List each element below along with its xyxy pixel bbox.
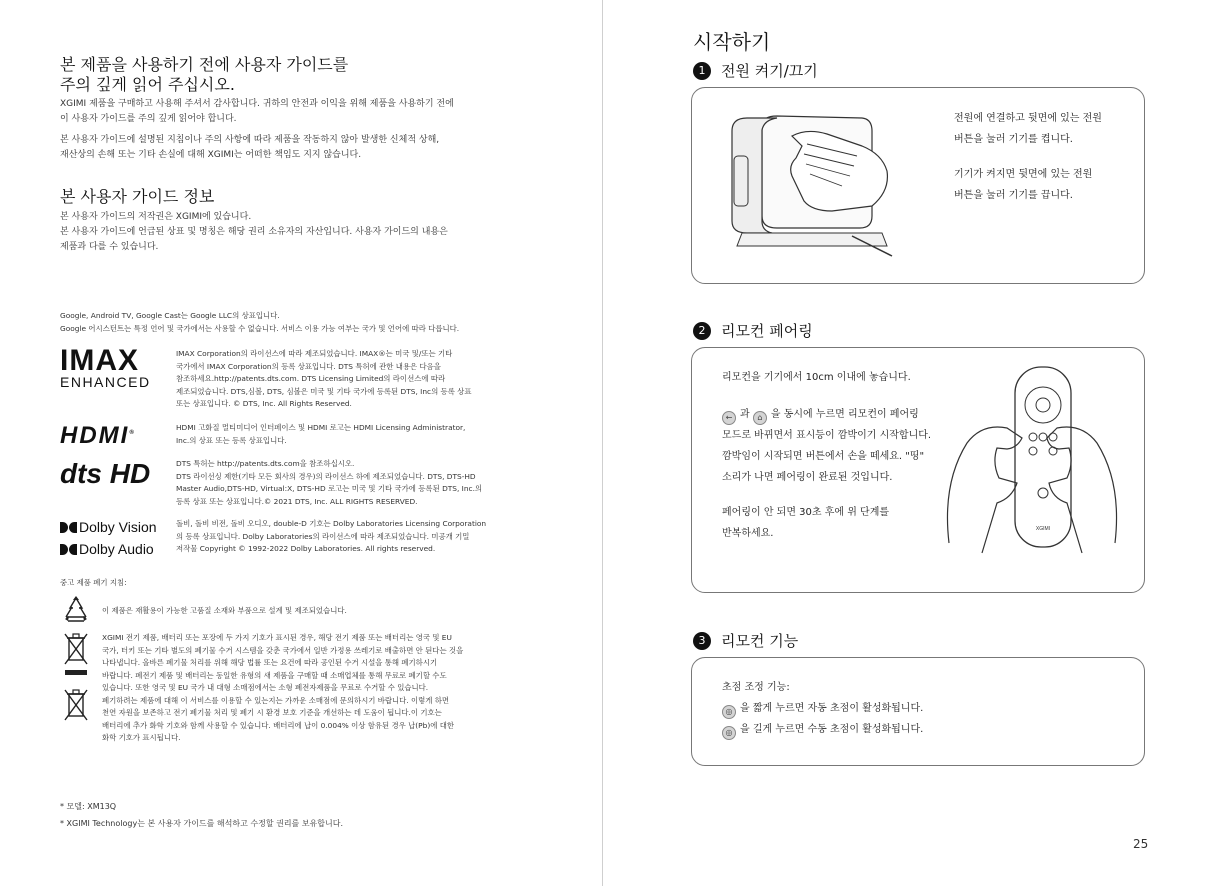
text-line: 배터리에 추가 화학 기호와 함께 사용할 수 있습니다. 배터리에 납이 0.004% 이상 함유된 경우 납(Pb)에 대한 <box>102 720 454 730</box>
section-title: 리모컨 기능 <box>721 632 799 650</box>
focus-instructions <box>722 677 923 740</box>
title-line: 본 제품을 사용하기 전에 사용자 가이드를 <box>60 55 349 74</box>
logo-text: Dolby Audio <box>79 541 154 557</box>
text-line: 돌비, 돌비 비전, 돌비 오디오, double-D 기호는 Dolby Laboratories Licensing Corporation <box>176 519 487 528</box>
logo-text: dts HD <box>60 458 151 489</box>
text-line <box>722 404 931 425</box>
section-title: 리모컨 페어링 <box>721 322 813 340</box>
page-fold-divider <box>602 0 603 886</box>
page-title: 시작하기 <box>693 30 771 54</box>
title-line: 주의 깊게 읽어 주십시오. <box>60 75 235 94</box>
recycle-icon <box>62 595 90 625</box>
text-line: 의 등록 상표입니다. Dolby Laboratories의 라이선스에 따라 제조되었습니다. 미공개 기밀 <box>176 531 470 541</box>
text-line: 기기가 켜지면 뒷면에 있는 전원 <box>954 169 1093 180</box>
step-number-badge: 3 <box>693 632 711 650</box>
text-line: 버튼을 눌러 기기를 켭니다. <box>954 134 1073 145</box>
text-line: Google, Android TV, Google Cast는 Google LLC의 상표입니다. <box>60 311 280 320</box>
text-line: 전원에 연결하고 뒷면에 있는 전원 <box>954 113 1102 124</box>
text-line: 저작물 Copyright © 1992-2022 Dolby Laboratories. All rights reserved. <box>176 544 436 553</box>
text-line: IMAX Corporation의 라이선스에 따라 제조되었습니다. IMAX®는 미국 및/또는 기타 <box>176 349 453 358</box>
step-number-badge: 2 <box>693 322 711 340</box>
remote-functions-box <box>691 657 1145 766</box>
text-line: 천연 자원을 보존하고 전기 폐기물 처리 및 폐기 시 환경 보호 기준을 개선하는 데 도움이 됩니다.이 기호는 <box>102 708 442 717</box>
text-line: 본 사용자 가이드의 저작권은 XGIMI에 있습니다. <box>60 212 252 222</box>
text-line: 국가, 터키 또는 기타 별도의 폐기물 수거 시스템을 갖춘 국가에서 일반 가정용 쓰레기로 배출하면 안 된다는 것을 <box>102 645 464 655</box>
info-heading: 본 사용자 가이드 정보 <box>60 187 215 206</box>
dts-hd-logo <box>60 458 150 490</box>
dolby-double-d-icon <box>60 522 77 533</box>
disposal-heading: 중고 제품 폐기 지침: <box>60 578 127 587</box>
section-title: 전원 켜기/끄기 <box>721 62 818 80</box>
text-line: 초점 조정 기능: <box>722 682 790 693</box>
spacer <box>722 388 931 404</box>
text-line: DTS 특허는 http://patents.dts.com을 참조하십시오. <box>176 459 355 468</box>
text-line: 등록 상표 또는 상표입니다.© 2021 DTS, Inc. ALL RIGHTS RESERVED. <box>176 496 418 506</box>
step-number-badge: 1 <box>693 62 711 80</box>
text-fragment: 과 <box>740 409 750 420</box>
google-notice <box>60 310 459 335</box>
section-heading-remote-functions <box>693 630 798 651</box>
recycle-text: 이 제품은 재활용이 가능한 고품질 소재와 부품으로 설계 및 제조되었습니다. <box>102 606 347 615</box>
back-button-icon: ← <box>722 411 736 425</box>
dolby-double-d-icon <box>60 544 77 555</box>
section-heading-power <box>693 60 818 81</box>
text-line <box>722 719 923 740</box>
rights-note: * XGIMI Technology는 본 사용자 가이드를 해석하고 수정할 권리를 보유합니다. <box>60 819 344 828</box>
hdmi-logo: HDMI® <box>60 422 136 449</box>
text-line: 본 사용자 가이드에 설명된 지침이나 주의 사항에 따라 제품을 작동하지 않아 발생한 신체적 상해, <box>60 135 440 145</box>
logo-text: HDMI <box>60 422 130 449</box>
power-on-instructions <box>954 108 1102 206</box>
text-fragment: 을 짧게 누르면 자동 초점이 활성화됩니다. <box>740 703 924 714</box>
text-line: HDMI 고화질 멀티미디어 인터페이스 및 HDMI 로고는 HDMI Licensing Administrator, <box>176 423 466 432</box>
pairing-instructions-box <box>691 347 1145 593</box>
text-line: 리모컨을 기기에서 10cm 이내에 놓습니다. <box>722 372 911 383</box>
text-line: 나타냅니다. 올바른 폐기물 처리를 위해 해당 법률 또는 요건에 따라 공인된 수거 시설을 통해 폐기하시기 <box>102 658 438 667</box>
text-line <box>722 698 923 719</box>
text-line: Google 어시스턴트는 특정 언어 및 국가에서는 사용할 수 없습니다. 서비스 이용 가능 여부는 국가 및 언어에 따라 다릅니다. <box>60 323 460 333</box>
text-line: 소리가 나면 페어링이 완료된 것입니다. <box>722 472 893 483</box>
text-line: 이 사용자 가이드를 주의 깊게 읽어야 합니다. <box>60 114 237 124</box>
text-line: 본 사용자 가이드에 언급된 상표 및 명칭은 해당 권리 소유자의 자산입니다. 사용자 가이드의 내용은 <box>60 227 448 237</box>
text-line: 재산상의 손해 또는 기타 손실에 대해 XGIMI는 어떠한 책임도 지지 않습니다. <box>60 150 362 160</box>
crossed-bin-icon <box>62 632 90 678</box>
weee-text <box>102 632 522 745</box>
text-line: 화학 기호가 표시됩니다. <box>102 733 181 742</box>
spacer <box>722 488 931 502</box>
imax-enhanced-logo <box>60 344 165 390</box>
model-note: * 모델: XM13Q <box>60 802 117 811</box>
crossed-bin-pb-icon <box>62 688 90 722</box>
logo-text: Dolby Vision <box>79 519 157 535</box>
text-line: XGIMI 전기 제품, 배터리 또는 포장에 두 가지 기호가 표시된 경우, 해당 전기 제품 또는 배터리는 영국 및 EU <box>102 633 452 642</box>
page-number: 25 <box>1133 837 1149 851</box>
imax-license-text <box>176 348 516 411</box>
dts-license-text <box>176 458 516 508</box>
text-line: 바랍니다. 폐전기 제품 및 배터리는 동일한 유형의 새 제품을 구매할 때 소매업체를 통해 무료로 폐기할 수도 <box>102 670 447 680</box>
text-line: 깜박임이 시작되면 버튼에서 손을 떼세요. "띵" <box>722 451 925 462</box>
text-line: DTS 라이선싱 제한(기타 모든 회사의 경우)의 라이선스 하에 제조되었습니다. DTS, DTS-HD <box>176 471 476 481</box>
text-line: 있습니다. 또한 영국 및 EU 국가 내 대형 소매점에서는 소형 폐전자제품을 무료로 수거할 수 있습니다. <box>102 683 429 692</box>
liability-paragraph <box>60 133 530 163</box>
pairing-instructions <box>722 367 931 544</box>
text-line: 반복하세요. <box>722 528 774 539</box>
dolby-audio-logo <box>60 541 154 557</box>
power-instructions-box <box>691 87 1145 284</box>
text-line: 폐기하려는 제품에 대해 이 서비스를 이용할 수 있는지는 가까운 소매점에 문의하시기 바랍니다. 이렇게 하면 <box>102 695 450 705</box>
dolby-vision-logo <box>60 519 157 535</box>
hdmi-license-text <box>176 422 516 447</box>
spacer <box>954 150 1102 164</box>
focus-button-icon: ◎ <box>722 705 736 719</box>
text-line: 국가에서 IMAX Corporation의 등록 상표입니다. DTS 특허에 관한 내용은 다음을 <box>176 361 441 371</box>
focus-button-icon: ◎ <box>722 726 736 740</box>
text-fragment: 을 동시에 누르면 리모컨이 페어링 <box>770 409 919 420</box>
home-button-icon: ⌂ <box>753 411 767 425</box>
text-line: Inc.의 상표 또는 등록 상표입니다. <box>176 435 287 445</box>
info-paragraph <box>60 210 530 255</box>
text-line: 모드로 바뀌면서 표시등이 깜박이기 시작합니다. <box>722 430 932 441</box>
text-line: 또는 상표입니다. © DTS, Inc. All Rights Reserved. <box>176 399 352 408</box>
text-line: Master Audio,DTS-HD, Virtual:X, DTS-HD 로고는 미국 및 기타 국가에 등록된 DTS, Inc.의 <box>176 484 483 493</box>
logo-text: ENHANCED <box>60 374 151 390</box>
page-title <box>60 55 348 95</box>
intro-paragraph <box>60 97 530 127</box>
text-line: 제조되었습니다. DTS,심볼, DTS, 심볼은 미국 및 기타 국가에 등록된 DTS, Inc의 등록 상표 <box>176 386 472 396</box>
remote-pairing-illustration <box>937 363 1127 568</box>
text-line: 페어링이 안 되면 30초 후에 위 단계를 <box>722 507 890 518</box>
text-line: 제품과 다를 수 있습니다. <box>60 242 159 252</box>
text-line: 참조하세요.http://patents.dts.com. DTS Licensing Limited의 라이선스에 따라 <box>176 374 446 383</box>
section-heading-remote-pairing <box>693 320 813 341</box>
projector-power-illustration <box>722 106 902 266</box>
text-fragment: 을 길게 누르면 수동 초점이 활성화됩니다. <box>740 724 924 735</box>
logo-text: IMAX <box>60 344 139 377</box>
dolby-license-text <box>176 518 516 556</box>
left-page <box>0 0 602 886</box>
text-line: 버튼을 눌러 기기를 끕니다. <box>954 190 1073 201</box>
remote-brand-label: XGIMI <box>1035 526 1051 532</box>
text-line: XGIMI 제품을 구매하고 사용해 주셔서 감사합니다. 귀하의 안전과 이익을 위해 제품을 사용하기 전에 <box>60 99 454 109</box>
